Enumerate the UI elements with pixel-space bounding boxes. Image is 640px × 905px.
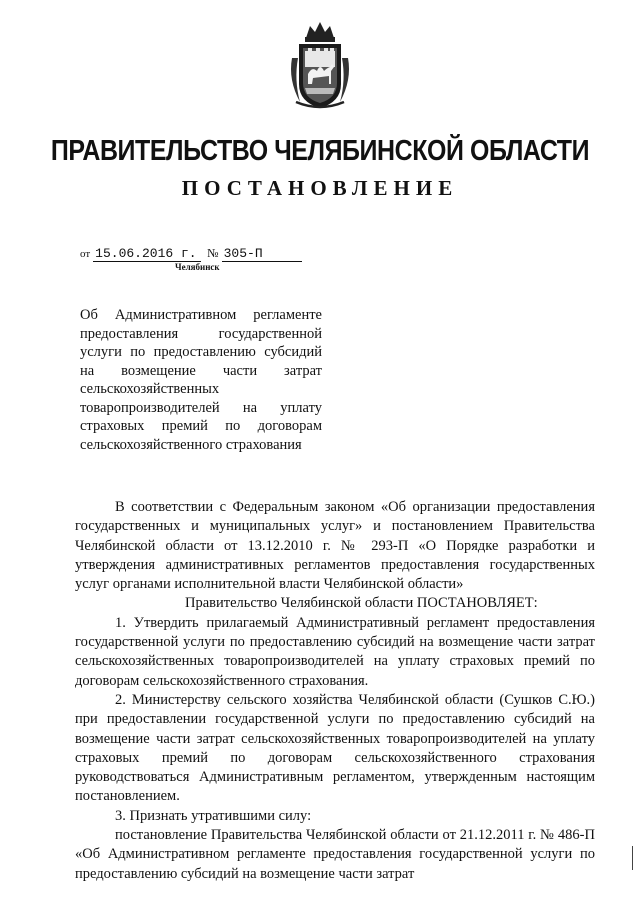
- government-title: ПРАВИТЕЛЬСТВО ЧЕЛЯБИНСКОЙ ОБЛАСТИ: [50, 135, 590, 167]
- subject-line: страховых премий по договорам: [80, 418, 322, 434]
- clause-paragraph: 1. Утвердить прилагаемый Административный регламент предоставления государственной услуги по предоставлению субсидий на возмещение части затрат сельскохозяйственных товаропроизводителей на уплату страховых премий по договорам сельскохозяйственного страхования.: [75, 614, 595, 689]
- clause-paragraph: 3. Признать утратившими силу:: [115, 807, 312, 824]
- subject-line: предоставления государственной: [80, 325, 322, 342]
- document-type: ПОСТАНОВЛЕНИЕ: [181, 176, 459, 200]
- subject-line: услуги по предоставлению субсидий: [80, 344, 322, 360]
- resolution-statement: Правительство Челябинской области ПОСТАНОВЛЯЕТ:: [185, 595, 538, 612]
- clause-paragraph: 2. Министерству сельского хозяйства Челябинской области (Сушков С.Ю.) при предоставлении государственной услуги по предоставлению субсидий на возмещение части затрат сельскохозяйственных товаропроизводителей на уплату страховых премий по договорам сельскохозяйственного страхования руководствоваться Административным регламентом, утвержденным настоящим постановлением.: [75, 691, 595, 805]
- document-subject: [80, 306, 322, 454]
- subject-line: сельскохозяйственного страхования: [80, 436, 302, 453]
- chelyabinsk-coat-of-arms-icon: [286, 18, 354, 112]
- number-sign: №: [207, 246, 219, 260]
- subject-line: товаропроизводителей на уплату: [80, 399, 322, 416]
- subject-line: Об Административном регламенте: [80, 307, 322, 323]
- subject-line: на возмещение части затрат: [80, 362, 322, 379]
- clause-paragraph: постановление Правительства Челябинской области от 21.12.2011 г. № 486-П «Об Административном регламенте предоставления государственной услуги по предоставлению субсидий на возмещение части затрат: [75, 827, 595, 882]
- document-date: 15.06.2016 г.: [93, 246, 201, 262]
- preamble-paragraph: В соответствии с Федеральным законом «Об организации предоставления государственных и муниципальных услуг» и постановлением Правительства Челябинской области от 13.12.2010 г. № 293-П «О Порядке разработки и утверждения административных регламентов предоставления государственных услуг органами исполнительной власти Челябинской области»: [75, 499, 595, 593]
- document-body: [75, 498, 595, 884]
- dateline: [80, 246, 302, 262]
- document-number: 305-П: [222, 246, 302, 262]
- subject-line: сельскохозяйственных: [80, 381, 220, 397]
- margin-mark: [632, 846, 633, 870]
- document-city: Челябинск: [175, 262, 220, 272]
- date-prefix: от: [80, 248, 91, 260]
